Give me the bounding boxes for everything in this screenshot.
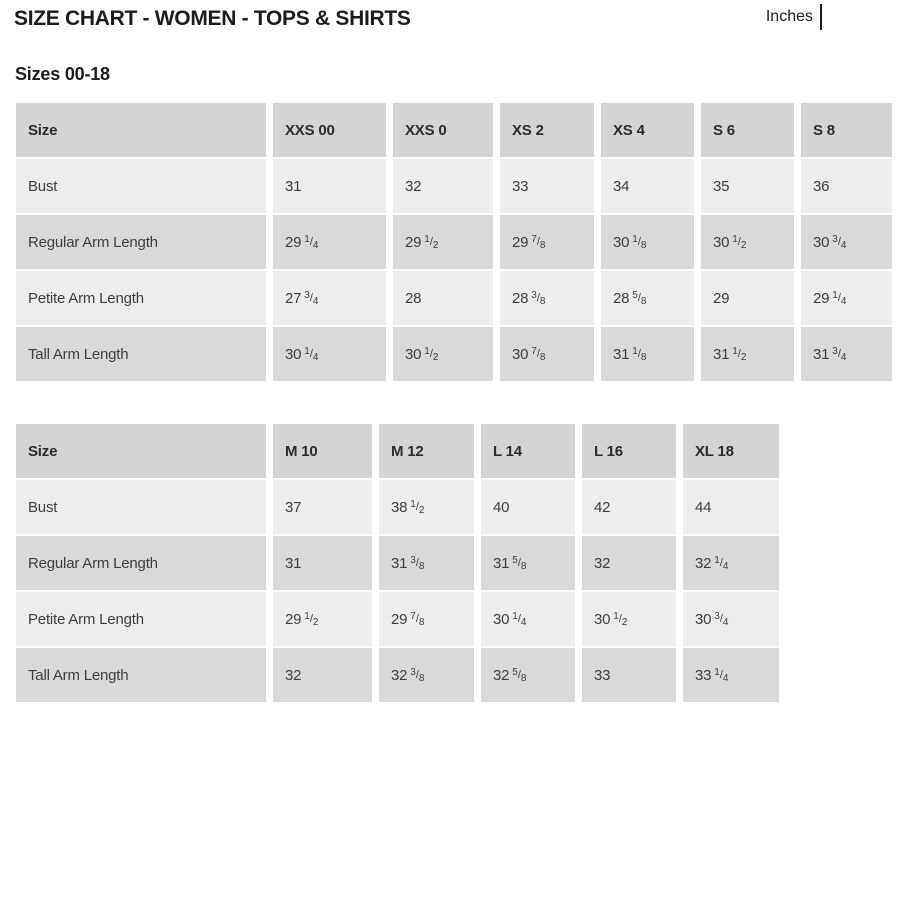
row-label: Regular Arm Length <box>16 215 266 269</box>
size-column-header: Size <box>16 424 266 478</box>
fraction: 3/8 <box>410 554 425 572</box>
measurement-cell: 30 1/2 <box>582 592 676 646</box>
fraction: 3/4 <box>304 289 319 307</box>
column-header: XXS 00 <box>273 103 386 157</box>
fraction: 1/2 <box>424 345 439 363</box>
unit-divider <box>820 4 822 30</box>
fraction: 1/4 <box>714 554 729 572</box>
measurement-cell: 28 3/8 <box>500 271 594 325</box>
measurement-cell: 29 1/4 <box>273 215 386 269</box>
fraction: 7/8 <box>531 233 546 251</box>
measurement-cell: 33 <box>582 648 676 702</box>
fraction: 1/4 <box>512 610 527 628</box>
measurement-cell: 31 3/4 <box>801 327 892 381</box>
measurement-cell: 29 1/4 <box>801 271 892 325</box>
size-table-xxs-to-s <box>16 103 892 381</box>
column-header: S 8 <box>801 103 892 157</box>
measurement-cell: 31 1/2 <box>701 327 794 381</box>
fraction: 1/8 <box>632 233 647 251</box>
measurement-cell: 31 <box>273 536 372 590</box>
measurement-cell: 30 1/2 <box>701 215 794 269</box>
fraction: 1/8 <box>632 345 647 363</box>
measurement-cell: 31 1/8 <box>601 327 694 381</box>
fraction: 3/8 <box>531 289 546 307</box>
fraction: 3/4 <box>832 233 847 251</box>
section-title: Sizes 00-18 <box>15 64 110 84</box>
measurement-cell: 34 <box>601 159 694 213</box>
measurement-cell: 30 1/2 <box>393 327 493 381</box>
measurement-cell: 35 <box>701 159 794 213</box>
fraction: 7/8 <box>531 345 546 363</box>
column-header: L 14 <box>481 424 575 478</box>
measurement-cell: 29 7/8 <box>379 592 474 646</box>
measurement-cell: 29 1/2 <box>273 592 372 646</box>
fraction: 3/4 <box>714 610 729 628</box>
row-label: Bust <box>16 159 266 213</box>
row-label: Regular Arm Length <box>16 536 266 590</box>
measurement-cell: 29 7/8 <box>500 215 594 269</box>
fraction: 3/8 <box>410 666 425 684</box>
fraction: 3/4 <box>832 345 847 363</box>
size-column-header: Size <box>16 103 266 157</box>
measurement-cell: 28 5/8 <box>601 271 694 325</box>
fraction: 1/4 <box>714 666 729 684</box>
measurement-cell: 31 <box>273 159 386 213</box>
measurement-cell: 32 1/4 <box>683 536 779 590</box>
column-header: XL 18 <box>683 424 779 478</box>
fraction: 5/8 <box>512 666 527 684</box>
fraction: 1/2 <box>613 610 628 628</box>
measurement-cell: 32 3/8 <box>379 648 474 702</box>
column-header: S 6 <box>701 103 794 157</box>
column-header: XS 4 <box>601 103 694 157</box>
row-label: Tall Arm Length <box>16 648 266 702</box>
fraction: 1/4 <box>832 289 847 307</box>
row-label: Petite Arm Length <box>16 271 266 325</box>
column-header: XS 2 <box>500 103 594 157</box>
measurement-cell: 38 1/2 <box>379 480 474 534</box>
measurement-cell: 31 3/8 <box>379 536 474 590</box>
fraction: 5/8 <box>512 554 527 572</box>
column-header: M 12 <box>379 424 474 478</box>
measurement-cell: 30 3/4 <box>801 215 892 269</box>
measurement-cell: 29 1/2 <box>393 215 493 269</box>
fraction: 7/8 <box>410 610 425 628</box>
measurement-cell: 33 1/4 <box>683 648 779 702</box>
size-table-m-to-xl <box>16 424 779 702</box>
fraction: 1/2 <box>424 233 439 251</box>
measurement-cell: 30 1/4 <box>481 592 575 646</box>
measurement-cell: 31 5/8 <box>481 536 575 590</box>
measurement-cell: 30 3/4 <box>683 592 779 646</box>
measurement-cell: 27 3/4 <box>273 271 386 325</box>
fraction: 1/2 <box>732 233 747 251</box>
measurement-cell: 32 5/8 <box>481 648 575 702</box>
measurement-cell: 30 1/4 <box>273 327 386 381</box>
measurement-cell: 32 <box>582 536 676 590</box>
fraction: 1/2 <box>732 345 747 363</box>
measurement-cell: 30 1/8 <box>601 215 694 269</box>
measurement-cell: 36 <box>801 159 892 213</box>
measurement-cell: 42 <box>582 480 676 534</box>
fraction: 1/4 <box>304 345 319 363</box>
column-header: L 16 <box>582 424 676 478</box>
fraction: 1/4 <box>304 233 319 251</box>
measurement-cell: 33 <box>500 159 594 213</box>
measurement-cell: 32 <box>393 159 493 213</box>
measurement-cell: 37 <box>273 480 372 534</box>
unit-label-inches[interactable]: Inches <box>765 8 813 25</box>
measurement-cell: 28 <box>393 271 493 325</box>
measurement-cell: 30 7/8 <box>500 327 594 381</box>
fraction: 1/2 <box>304 610 319 628</box>
unit-toggle <box>766 4 822 30</box>
measurement-cell: 29 <box>701 271 794 325</box>
measurement-cell: 40 <box>481 480 575 534</box>
page-title: SIZE CHART - WOMEN - TOPS & SHIRTS <box>14 7 411 30</box>
column-header: M 10 <box>273 424 372 478</box>
measurement-cell: 32 <box>273 648 372 702</box>
row-label: Tall Arm Length <box>16 327 266 381</box>
row-label: Bust <box>16 480 266 534</box>
fraction: 5/8 <box>632 289 647 307</box>
row-label: Petite Arm Length <box>16 592 266 646</box>
fraction: 1/2 <box>410 498 425 516</box>
measurement-cell: 44 <box>683 480 779 534</box>
column-header: XXS 0 <box>393 103 493 157</box>
